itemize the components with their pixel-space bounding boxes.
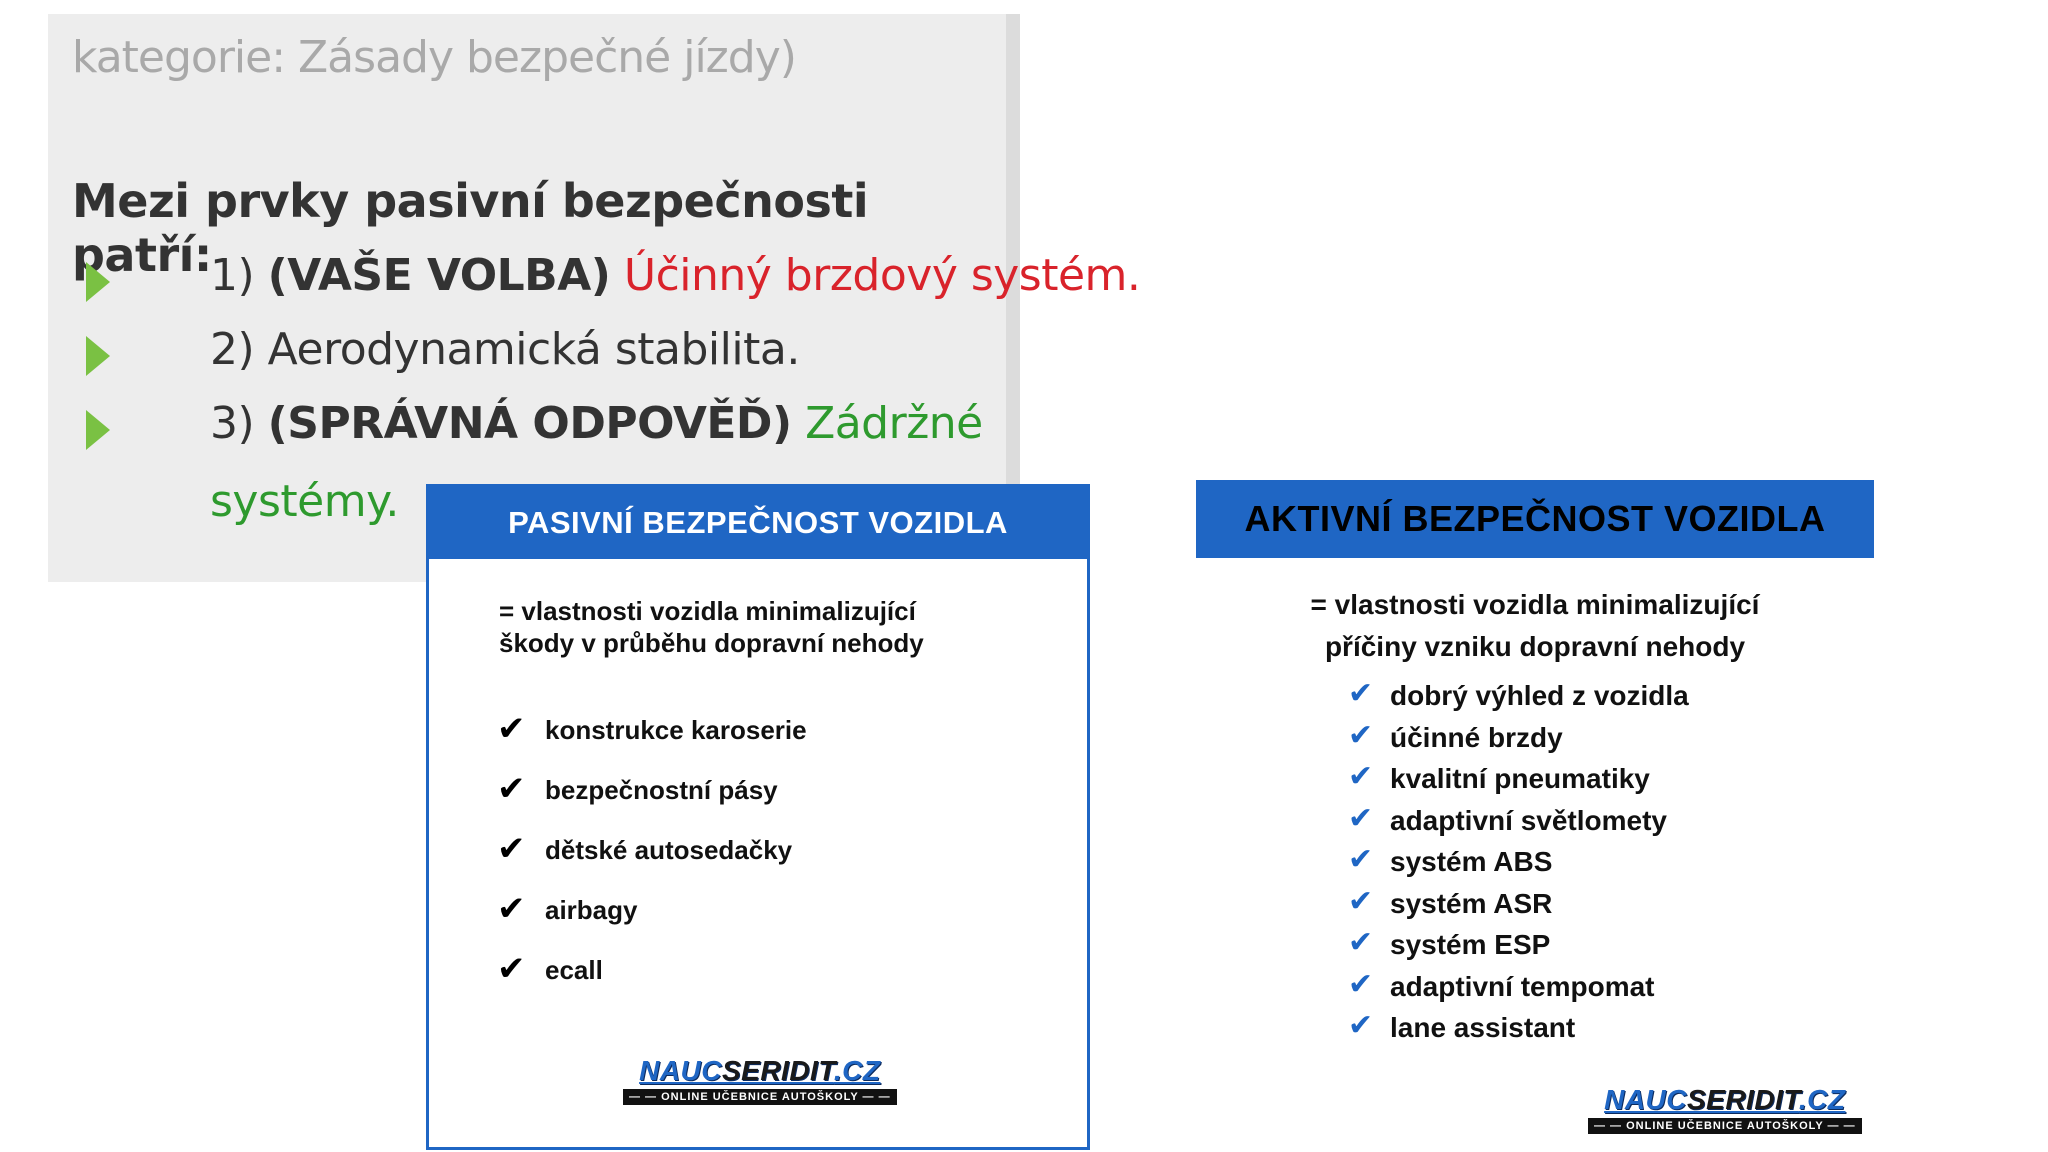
- active-safety-title: AKTIVNÍ BEZPEČNOST VOZIDLA: [1196, 480, 1874, 558]
- check-icon: ✔: [497, 709, 526, 749]
- check-icon: ✔: [1348, 800, 1374, 836]
- brand-logo-subtitle: — — ONLINE UČEBNICE AUTOŠKOLY — —: [623, 1089, 897, 1105]
- brand-logo[interactable]: [1588, 1084, 1862, 1134]
- answer-text: Aerodynamická stabilita.: [267, 324, 800, 375]
- logo-text: SERIDIT: [721, 1055, 834, 1086]
- quiz-question: Mezi prvky pasivní bezpečnosti patří:: [72, 174, 869, 282]
- check-icon: ✔: [497, 889, 526, 929]
- answer-text-continuation: systémy.: [210, 476, 399, 527]
- answer-number: 2): [210, 324, 255, 375]
- check-icon: ✔: [497, 829, 526, 869]
- passive-safety-definition: [499, 595, 1039, 659]
- check-icon: ✔: [1348, 925, 1374, 960]
- brand-logo-subtitle: — — ONLINE UČEBNICE AUTOŠKOLY — —: [1588, 1118, 1862, 1134]
- list-item-label: kvalitní pneumatiky: [1390, 763, 1650, 794]
- answer-text: Účinný brzdový systém.: [623, 250, 1141, 301]
- list-item-label: účinné brzdy: [1390, 721, 1563, 753]
- list-item-label: dětské autosedačky: [545, 835, 793, 865]
- passive-safety-card: [426, 484, 1090, 1150]
- list-item-label: systém ASR: [1390, 887, 1553, 919]
- list-item-label: adaptivní tempomat: [1390, 970, 1655, 1002]
- active-safety-definition: [1196, 584, 1874, 668]
- brand-logo-name: [623, 1055, 897, 1087]
- answer-number: 3): [210, 398, 255, 449]
- check-icon: ✔: [1348, 966, 1374, 1002]
- check-icon: ✔: [1348, 717, 1374, 753]
- answer-tag-correct: (SPRÁVNÁ ODPOVĚĎ): [267, 398, 792, 449]
- answer-text: Zádržné: [805, 398, 983, 449]
- list-item-label: systém ABS: [1390, 846, 1553, 877]
- check-icon: ✔: [1348, 883, 1374, 919]
- list-item-label: ecall: [545, 955, 603, 985]
- logo-text: .CZ: [833, 1055, 881, 1086]
- list-item-label: adaptivní světlomety: [1390, 804, 1667, 836]
- check-icon: ✔: [1348, 1008, 1374, 1043]
- list-item-label: lane assistant: [1390, 1012, 1576, 1043]
- passive-safety-title: PASIVNÍ BEZPEČNOST VOZIDLA: [429, 487, 1087, 559]
- logo-text: NAUC: [639, 1055, 722, 1086]
- list-item-label: bezpečnostní pásy: [545, 775, 778, 805]
- list-item-label: konstrukce karoserie: [545, 715, 807, 745]
- definition-line: příčiny vzniku dopravní nehody: [1324, 631, 1746, 662]
- definition-line: = vlastnosti vozidla minimalizující: [1310, 589, 1760, 620]
- check-icon: ✔: [1348, 759, 1374, 794]
- check-icon: ✔: [497, 769, 526, 809]
- list-item-label: airbagy: [545, 895, 638, 925]
- answer-tag-your-choice: (VAŠE VOLBA): [267, 250, 611, 301]
- check-icon: ✔: [1348, 676, 1374, 711]
- list-item-label: dobrý výhled z vozidla: [1390, 680, 1689, 711]
- play-arrow-icon: [86, 410, 110, 450]
- list-item-label: systém ESP: [1390, 929, 1551, 960]
- logo-text: SERIDIT: [1686, 1084, 1799, 1115]
- brand-logo-name: [1588, 1084, 1862, 1116]
- logo-text: NAUC: [1604, 1084, 1687, 1115]
- quiz-category: kategorie: Zásady bezpečné jízdy): [72, 32, 796, 83]
- logo-text: .CZ: [1798, 1084, 1846, 1115]
- play-arrow-icon: [86, 336, 110, 376]
- definition-line: škody v průběhu dopravní nehody: [499, 628, 924, 658]
- definition-line: = vlastnosti vozidla minimalizující: [499, 596, 916, 626]
- check-icon: ✔: [497, 949, 526, 989]
- answer-number: 1): [210, 250, 255, 301]
- check-icon: ✔: [1348, 842, 1374, 877]
- play-arrow-icon: [86, 262, 110, 302]
- brand-logo[interactable]: [623, 1055, 897, 1105]
